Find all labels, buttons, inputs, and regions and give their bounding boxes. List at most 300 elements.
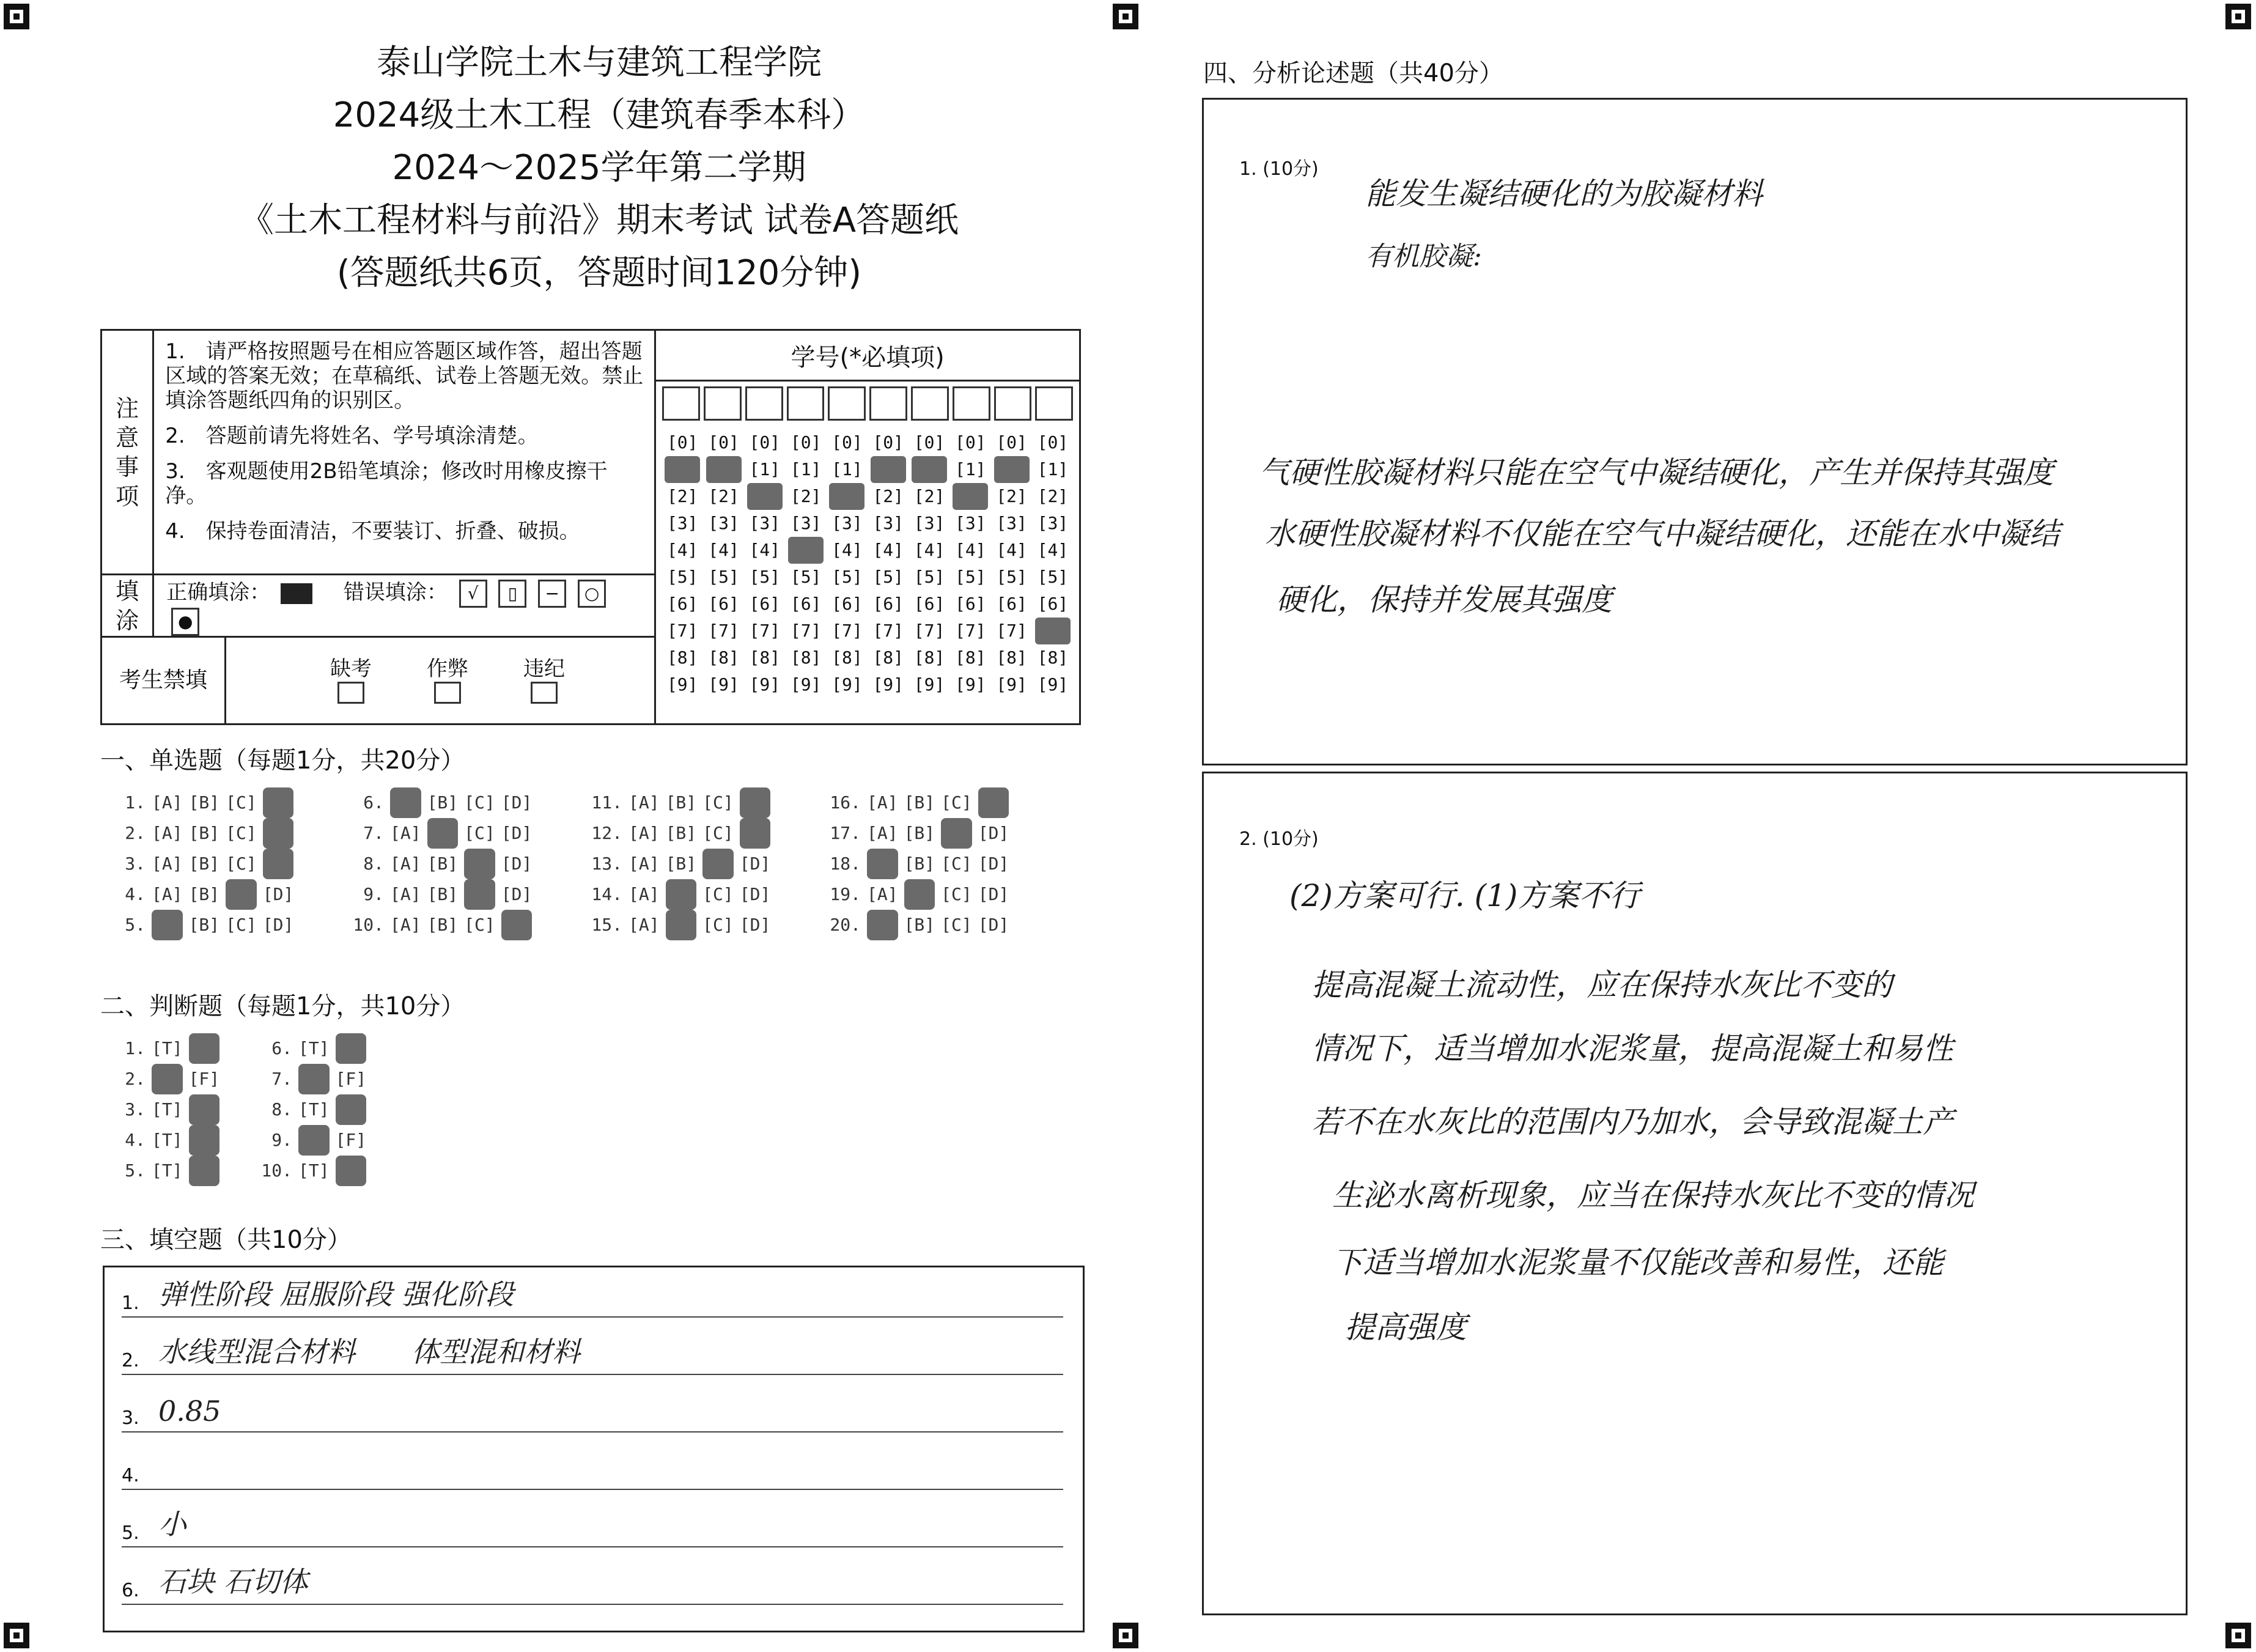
id-bubble[interactable]: [3] <box>913 513 945 533</box>
fill-line[interactable]: 5. 小 <box>122 1497 1063 1547</box>
id-bubble[interactable]: [5] <box>913 567 945 587</box>
id-bubble[interactable]: [9] <box>872 674 904 695</box>
id-bubble[interactable]: [6] <box>749 594 781 614</box>
mc-option[interactable]: [D] <box>501 792 533 813</box>
id-bubble[interactable]: [0] <box>1037 432 1069 452</box>
mc-option[interactable]: [B] <box>904 915 935 935</box>
tf-option[interactable]: [F] <box>336 1156 367 1186</box>
notice-item: 2. 答题前请先将姓名、学号填涂清楚。 <box>165 424 539 448</box>
id-bubble[interactable]: [4] <box>788 537 824 564</box>
mc-option[interactable]: [D] <box>978 915 1009 935</box>
mc-option[interactable]: [C] <box>226 879 257 910</box>
mc-option[interactable]: [C] <box>941 884 972 904</box>
id-bubble[interactable]: [5] <box>872 567 904 587</box>
id-bubble[interactable]: [4] <box>955 540 986 560</box>
id-bubble[interactable]: [3] <box>790 513 822 533</box>
tf-option[interactable]: [F] <box>335 1130 367 1150</box>
id-bubble[interactable]: [3] <box>666 513 698 533</box>
mc-option[interactable]: [C] <box>226 915 257 935</box>
tf-option[interactable]: [F] <box>189 1033 220 1064</box>
fill-line[interactable]: 1. 弹性阶段 屈服阶段 强化阶段 <box>122 1267 1063 1318</box>
school-name: 泰山学院土木与建筑工程学院 <box>377 43 822 83</box>
mc-option[interactable]: [A] <box>867 849 898 879</box>
mc-option[interactable]: [B] <box>188 823 220 843</box>
handwritten-line: 提高强度 <box>1344 1310 1467 1345</box>
id-bubble[interactable]: [8] <box>913 647 945 668</box>
mc-option[interactable]: [D] <box>263 849 294 879</box>
id-bubble[interactable]: [8] <box>1037 647 1069 668</box>
notice-item: 3. 客观题使用2B铅笔填涂；修改时用橡皮擦干净。 <box>165 459 608 508</box>
corner-marker <box>2225 4 2251 29</box>
mc-question: 20. [A] [B] [C] [D] <box>828 910 1066 940</box>
id-bubble[interactable]: [0] <box>831 432 863 452</box>
mc-option[interactable]: [D] <box>501 910 533 940</box>
id-bubble[interactable]: [8] <box>955 647 986 668</box>
id-bubble[interactable]: [5] <box>831 567 863 587</box>
tf-row <box>112 1033 406 1064</box>
mc-question: 8. [A] [B] [C] [D] <box>351 849 589 879</box>
tf-row <box>112 1125 406 1156</box>
id-bubble[interactable]: [7] <box>1035 618 1071 644</box>
mc-option[interactable]: [C] <box>464 879 495 910</box>
id-bubble[interactable]: [5] <box>708 567 739 587</box>
id-bubble[interactable]: [4] <box>872 540 904 560</box>
tf-option[interactable]: [T] <box>298 1160 330 1181</box>
answer-box-q1[interactable] <box>1202 98 2188 765</box>
tf-question: 5. [T] [F] <box>112 1156 259 1186</box>
id-bubble[interactable]: [2] <box>1037 486 1069 506</box>
notice-table <box>100 329 1081 725</box>
id-bubble[interactable]: [9] <box>708 674 739 695</box>
mc-option[interactable]: [B] <box>666 879 697 910</box>
exam-info: (答题纸共6页，答题时间120分钟) <box>336 253 862 293</box>
id-bubble-row <box>665 483 1071 510</box>
mc-option[interactable]: [D] <box>263 787 294 818</box>
fill-line[interactable]: 4. <box>122 1440 1063 1490</box>
id-bubble[interactable]: [2] <box>747 483 783 510</box>
answer-box-q2[interactable] <box>1202 772 2188 1615</box>
mc-option[interactable]: [C] <box>464 823 495 843</box>
id-bubble[interactable]: [7] <box>955 621 986 641</box>
fill-blank-box <box>103 1266 1085 1632</box>
section1-title: 一、单选题（每题1分，共20分） <box>100 747 465 775</box>
mc-option[interactable]: [D] <box>501 884 533 904</box>
id-bubble[interactable]: [7] <box>996 621 1027 641</box>
fill-example <box>153 575 655 637</box>
tf-option[interactable]: [T] <box>152 1160 183 1181</box>
mc-option[interactable]: [C] <box>226 823 257 843</box>
mc-option[interactable]: [C] <box>702 884 734 904</box>
fill-answer: 弹性阶段 屈服阶段 强化阶段 <box>158 1278 514 1311</box>
id-bubble[interactable]: [1] <box>665 456 700 483</box>
mc-row <box>112 818 1066 849</box>
mc-option[interactable]: [A] <box>867 823 898 843</box>
mc-option[interactable]: [C] <box>941 818 972 849</box>
id-bubble[interactable]: [1] <box>706 456 742 483</box>
id-bubble[interactable]: [4] <box>1037 540 1069 560</box>
id-digit-box[interactable] <box>704 386 742 421</box>
mc-option[interactable]: [D] <box>978 787 1009 818</box>
mc-question: 12. [A] [B] [C] [D] <box>589 818 828 849</box>
id-digit-box[interactable] <box>828 386 866 421</box>
mc-question: 19. [A] [B] [C] [D] <box>828 879 1066 910</box>
tf-option[interactable]: [F] <box>335 1069 367 1089</box>
id-bubble[interactable]: [6] <box>831 594 863 614</box>
id-bubble[interactable]: [9] <box>996 674 1027 695</box>
mc-option[interactable]: [A] <box>629 854 660 874</box>
fill-answer: 水线型混合材料 体型混和材料 <box>158 1335 580 1368</box>
id-bubble[interactable]: [0] <box>790 432 822 452</box>
corner-marker <box>1113 4 1138 29</box>
mc-option[interactable]: [D] <box>978 823 1009 843</box>
fill-answer: 0.85 <box>158 1395 221 1428</box>
fill-line[interactable]: 3. 0.85 <box>122 1382 1063 1433</box>
wrong-fill-sample: − <box>538 580 566 608</box>
id-bubble[interactable]: [2] <box>872 486 904 506</box>
absent-option[interactable]: 缺考 <box>330 652 372 709</box>
id-bubble[interactable]: [1] <box>955 459 986 479</box>
tf-option[interactable]: [F] <box>189 1156 220 1186</box>
mc-option[interactable]: [D] <box>501 823 533 843</box>
id-bubble[interactable]: [8] <box>872 647 904 668</box>
tf-option[interactable]: [T] <box>152 1130 183 1150</box>
id-bubble-row <box>665 429 1071 456</box>
id-bubble[interactable]: [2] <box>790 486 822 506</box>
correct-fill-label: 正确填涂： <box>166 580 271 605</box>
mc-option[interactable]: [C] <box>941 854 972 874</box>
mc-option[interactable]: [D] <box>262 884 294 904</box>
id-digit-box[interactable] <box>869 386 907 421</box>
mc-option[interactable]: [B] <box>665 823 697 843</box>
id-bubble[interactable]: [7] <box>749 621 781 641</box>
tf-option[interactable]: [T] <box>298 1064 330 1094</box>
violation-option[interactable]: 违纪 <box>523 652 565 709</box>
tf-option[interactable]: [F] <box>189 1125 220 1156</box>
tf-row <box>112 1094 406 1125</box>
id-bubble[interactable]: [1] <box>871 456 906 483</box>
mc-question: 9. [A] [B] [C] [D] <box>351 879 589 910</box>
mc-option[interactable]: [D] <box>739 915 771 935</box>
mc-option[interactable]: [A] <box>390 823 421 843</box>
id-bubble[interactable]: [0] <box>749 432 781 452</box>
id-bubble[interactable]: [0] <box>666 432 698 452</box>
mc-option[interactable]: [C] <box>941 915 972 935</box>
mc-option[interactable]: [C] <box>702 792 734 813</box>
mc-option[interactable]: [D] <box>262 915 294 935</box>
mc-option[interactable]: [C] <box>702 823 734 843</box>
mc-question: 16. [A] [B] [C] [D] <box>828 787 1066 818</box>
section4-title: 四、分析论述题（共40分） <box>1203 59 1503 87</box>
mc-option[interactable]: [C] <box>464 792 495 813</box>
id-bubble[interactable]: [7] <box>708 621 739 641</box>
id-bubble[interactable]: [9] <box>831 674 863 695</box>
id-bubble[interactable]: [1] <box>994 456 1030 483</box>
mc-question: 7. [A] [B] [C] [D] <box>351 818 589 849</box>
mc-option[interactable]: [A] <box>152 884 183 904</box>
mc-row <box>112 910 1066 940</box>
tf-option[interactable]: [F] <box>336 1094 367 1125</box>
mc-question: 1. [A] [B] [C] [D] <box>112 787 351 818</box>
exam-title: 《土木工程材料与前沿》期末考试 试卷A答题纸 <box>239 201 959 240</box>
id-digit-box[interactable] <box>994 386 1032 421</box>
mc-option[interactable]: [B] <box>427 915 459 935</box>
mc-question: 13. [A] [B] [C] [D] <box>589 849 828 879</box>
id-bubble[interactable]: [9] <box>1037 674 1069 695</box>
mc-option[interactable]: [B] <box>904 823 935 843</box>
id-bubble[interactable]: [6] <box>913 594 945 614</box>
handwritten-line: 提高混凝土流动性，应在保持水灰比不变的 <box>1311 967 1892 1003</box>
mc-option[interactable]: [C] <box>226 854 257 874</box>
id-bubble[interactable]: [2] <box>708 486 739 506</box>
handwritten-line: 气硬性胶凝材料只能在空气中凝结硬化，产生并保持其强度 <box>1259 455 2054 490</box>
id-bubble[interactable]: [3] <box>1037 513 1069 533</box>
mc-option[interactable]: [A] <box>152 823 183 843</box>
mc-option[interactable]: [A] <box>390 787 421 818</box>
tf-row <box>112 1156 406 1186</box>
tf-question: 6. [T] [F] <box>259 1033 406 1064</box>
mc-option[interactable]: [D] <box>978 884 1009 904</box>
id-bubble[interactable]: [3] <box>749 513 781 533</box>
mc-option[interactable]: [B] <box>904 879 935 910</box>
id-bubble[interactable]: [3] <box>708 513 739 533</box>
mc-option[interactable]: [A] <box>867 910 898 940</box>
mc-option[interactable]: [A] <box>629 792 660 813</box>
id-bubble[interactable]: [7] <box>913 621 945 641</box>
fill-line[interactable]: 2. 水线型混合材料 体型混和材料 <box>122 1325 1063 1375</box>
id-bubble[interactable]: [4] <box>831 540 863 560</box>
tf-question: 8. [T] [F] <box>259 1094 406 1125</box>
tf-option[interactable]: [T] <box>298 1099 330 1119</box>
id-bubble[interactable]: [6] <box>666 594 698 614</box>
id-bubble-row <box>665 591 1071 618</box>
id-bubble[interactable]: [9] <box>666 674 698 695</box>
student-id-boxes <box>656 382 1079 426</box>
mc-option[interactable]: [B] <box>188 792 220 813</box>
id-bubble[interactable]: [6] <box>790 594 822 614</box>
id-bubble[interactable]: [2] <box>996 486 1027 506</box>
id-bubble[interactable]: [1] <box>790 459 822 479</box>
id-digit-box[interactable] <box>662 386 700 421</box>
wrong-fill-sample: √ <box>459 580 487 608</box>
id-bubble[interactable]: [8] <box>749 647 781 668</box>
mc-option[interactable]: [A] <box>390 884 421 904</box>
mc-option[interactable]: [D] <box>978 854 1009 874</box>
id-bubble[interactable]: [1] <box>1037 459 1069 479</box>
handwritten-line: 水硬性胶凝材料不仅能在空气中凝结硬化，还能在水中凝结 <box>1265 516 2060 551</box>
id-bubble-row <box>665 671 1071 698</box>
mc-option[interactable]: [B] <box>904 792 935 813</box>
id-bubble[interactable]: [7] <box>831 621 863 641</box>
id-bubble[interactable]: [2] <box>666 486 698 506</box>
mc-option[interactable]: [A] <box>152 910 183 940</box>
mc-row <box>112 787 1066 818</box>
tf-question: 1. [T] [F] <box>112 1033 259 1064</box>
id-bubble[interactable]: [0] <box>955 432 986 452</box>
mc-row <box>112 849 1066 879</box>
mc-option[interactable]: [A] <box>629 884 660 904</box>
handwritten-line: 有机胶凝: <box>1365 241 1482 272</box>
handwritten-line: 硬化，保持并发展其强度 <box>1276 582 1612 618</box>
correct-fill-sample <box>281 583 312 604</box>
mc-option[interactable]: [C] <box>702 915 734 935</box>
id-digit-box[interactable] <box>911 386 949 421</box>
id-bubble[interactable]: [9] <box>749 674 781 695</box>
id-bubble-row <box>665 510 1071 537</box>
id-bubble[interactable]: [1] <box>831 459 863 479</box>
handwritten-line: 生泌水离析现象，应当在保持水灰比不变的情况 <box>1332 1178 1974 1213</box>
id-bubble[interactable]: [4] <box>666 540 698 560</box>
mc-option[interactable]: [B] <box>666 910 697 940</box>
tf-option[interactable]: [T] <box>152 1064 183 1094</box>
mc-option[interactable]: [D] <box>739 884 771 904</box>
id-bubble[interactable]: [8] <box>708 647 739 668</box>
id-bubble[interactable]: [7] <box>666 621 698 641</box>
id-bubble[interactable]: [0] <box>996 432 1027 452</box>
id-digit-box[interactable] <box>1035 386 1073 421</box>
id-bubble[interactable]: [9] <box>913 674 945 695</box>
id-bubble[interactable]: [8] <box>996 647 1027 668</box>
cheating-option[interactable]: 作弊 <box>427 652 468 709</box>
id-digit-box[interactable] <box>787 386 825 421</box>
handwritten-line: 能发生凝结硬化的为胶凝材料 <box>1365 176 1763 212</box>
single-choice-grid <box>112 787 1066 940</box>
id-bubble[interactable]: [9] <box>955 674 986 695</box>
mc-option[interactable]: [B] <box>427 818 459 849</box>
mc-option[interactable]: [A] <box>152 792 183 813</box>
mc-question: 5. [A] [B] [C] [D] <box>112 910 351 940</box>
mc-option[interactable]: [A] <box>152 854 183 874</box>
id-bubble[interactable]: [6] <box>1037 594 1069 614</box>
id-bubble[interactable]: [4] <box>708 540 739 560</box>
mc-option[interactable]: [C] <box>226 792 257 813</box>
semester: 2024～2025学年第二学期 <box>392 148 806 188</box>
corner-marker <box>2225 1623 2251 1648</box>
mc-option[interactable]: [B] <box>188 854 220 874</box>
mc-option[interactable]: [D] <box>740 787 771 818</box>
mc-question: 6. [A] [B] [C] [D] <box>351 787 589 818</box>
true-false-grid <box>112 1033 406 1186</box>
tf-question: 7. [T] [F] <box>259 1064 406 1094</box>
student-id-panel <box>655 330 1080 725</box>
id-bubble[interactable]: [2] <box>953 483 988 510</box>
id-bubble-row <box>665 644 1071 671</box>
mc-option[interactable]: [A] <box>629 823 660 843</box>
section3-title: 三、填空题（共10分） <box>100 1226 352 1254</box>
id-bubble[interactable]: [1] <box>749 459 781 479</box>
tf-option[interactable]: [T] <box>298 1125 330 1156</box>
mc-option[interactable]: [A] <box>629 915 660 935</box>
mc-option[interactable]: [B] <box>665 854 697 874</box>
id-bubble[interactable]: [2] <box>829 483 864 510</box>
handwritten-line: (2)方案可行. (1)方案不行 <box>1289 878 1640 913</box>
mc-option[interactable]: [C] <box>941 792 972 813</box>
id-bubble[interactable]: [3] <box>996 513 1027 533</box>
id-bubble[interactable]: [4] <box>996 540 1027 560</box>
mc-option[interactable]: [B] <box>427 792 459 813</box>
mc-option[interactable]: [B] <box>427 854 459 874</box>
id-bubble[interactable]: [8] <box>666 647 698 668</box>
forbidden-label: 考生禁填 <box>102 638 226 723</box>
id-digit-box[interactable] <box>745 386 783 421</box>
mc-option[interactable]: [A] <box>390 915 421 935</box>
tf-option[interactable]: [T] <box>152 1099 183 1119</box>
id-bubble[interactable]: [4] <box>913 540 945 560</box>
mc-question: 17. [A] [B] [C] [D] <box>828 818 1066 849</box>
mc-option[interactable]: [C] <box>464 849 495 879</box>
id-bubble[interactable]: [6] <box>996 594 1027 614</box>
tf-option[interactable]: [F] <box>189 1094 220 1125</box>
id-bubble[interactable]: [0] <box>913 432 945 452</box>
id-bubble-row <box>665 537 1071 564</box>
fill-line[interactable]: 6. 石块 石切体 <box>122 1555 1063 1605</box>
id-bubble[interactable]: [5] <box>749 567 781 587</box>
id-digit-box[interactable] <box>953 386 990 421</box>
id-bubble[interactable]: [7] <box>790 621 822 641</box>
id-bubble[interactable]: [2] <box>913 486 945 506</box>
tf-option[interactable]: [T] <box>298 1038 330 1058</box>
id-bubble[interactable]: [8] <box>790 647 822 668</box>
corner-marker <box>4 1623 29 1648</box>
id-bubble[interactable]: [1] <box>912 456 947 483</box>
mc-option[interactable]: [D] <box>740 818 771 849</box>
tf-question: 10. [T] [F] <box>259 1156 406 1186</box>
mc-option[interactable]: [A] <box>867 884 898 904</box>
id-bubble[interactable]: [0] <box>872 432 904 452</box>
id-bubble[interactable]: [4] <box>749 540 781 560</box>
id-bubble[interactable]: [6] <box>708 594 739 614</box>
mc-option[interactable]: [B] <box>188 915 220 935</box>
student-id-bubbles <box>656 426 1079 702</box>
mc-option[interactable]: [C] <box>464 915 495 935</box>
fill-answer: 小 <box>158 1508 186 1541</box>
id-bubble[interactable]: [0] <box>708 432 739 452</box>
mc-option[interactable]: [B] <box>904 854 935 874</box>
id-bubble[interactable]: [3] <box>872 513 904 533</box>
tf-question: 3. [T] [F] <box>112 1094 259 1125</box>
mc-option[interactable]: [A] <box>867 792 898 813</box>
id-bubble[interactable]: [7] <box>872 621 904 641</box>
mc-question: 4. [A] [B] [C] [D] <box>112 879 351 910</box>
id-bubble[interactable]: [5] <box>666 567 698 587</box>
tf-option[interactable]: [T] <box>152 1038 183 1058</box>
id-bubble[interactable]: [3] <box>831 513 863 533</box>
mc-option[interactable]: [D] <box>501 854 533 874</box>
mc-option[interactable]: [B] <box>188 884 220 904</box>
mc-option[interactable]: [C] <box>702 849 734 879</box>
id-bubble[interactable]: [8] <box>831 647 863 668</box>
id-bubble[interactable]: [6] <box>955 594 986 614</box>
mc-option[interactable]: [D] <box>739 854 771 874</box>
mc-option[interactable]: [B] <box>427 884 459 904</box>
id-bubble[interactable]: [5] <box>996 567 1027 587</box>
mc-question: 11. [A] [B] [C] [D] <box>589 787 828 818</box>
tf-option[interactable]: [F] <box>188 1069 220 1089</box>
tf-question: 2. [T] [F] <box>112 1064 259 1094</box>
id-bubble[interactable]: [5] <box>1037 567 1069 587</box>
notice-label: 注意事项 <box>101 330 153 575</box>
mc-option[interactable]: [A] <box>390 854 421 874</box>
id-bubble[interactable]: [5] <box>790 567 822 587</box>
id-bubble[interactable]: [6] <box>872 594 904 614</box>
fill-label: 填涂 <box>101 575 153 637</box>
mc-option[interactable]: [D] <box>263 818 294 849</box>
id-bubble[interactable]: [9] <box>790 674 822 695</box>
id-bubble[interactable]: [5] <box>955 567 986 587</box>
mc-option[interactable]: [B] <box>665 792 697 813</box>
tf-option[interactable]: [F] <box>336 1033 367 1064</box>
mc-question: 2. [A] [B] [C] [D] <box>112 818 351 849</box>
id-bubble[interactable]: [3] <box>955 513 986 533</box>
